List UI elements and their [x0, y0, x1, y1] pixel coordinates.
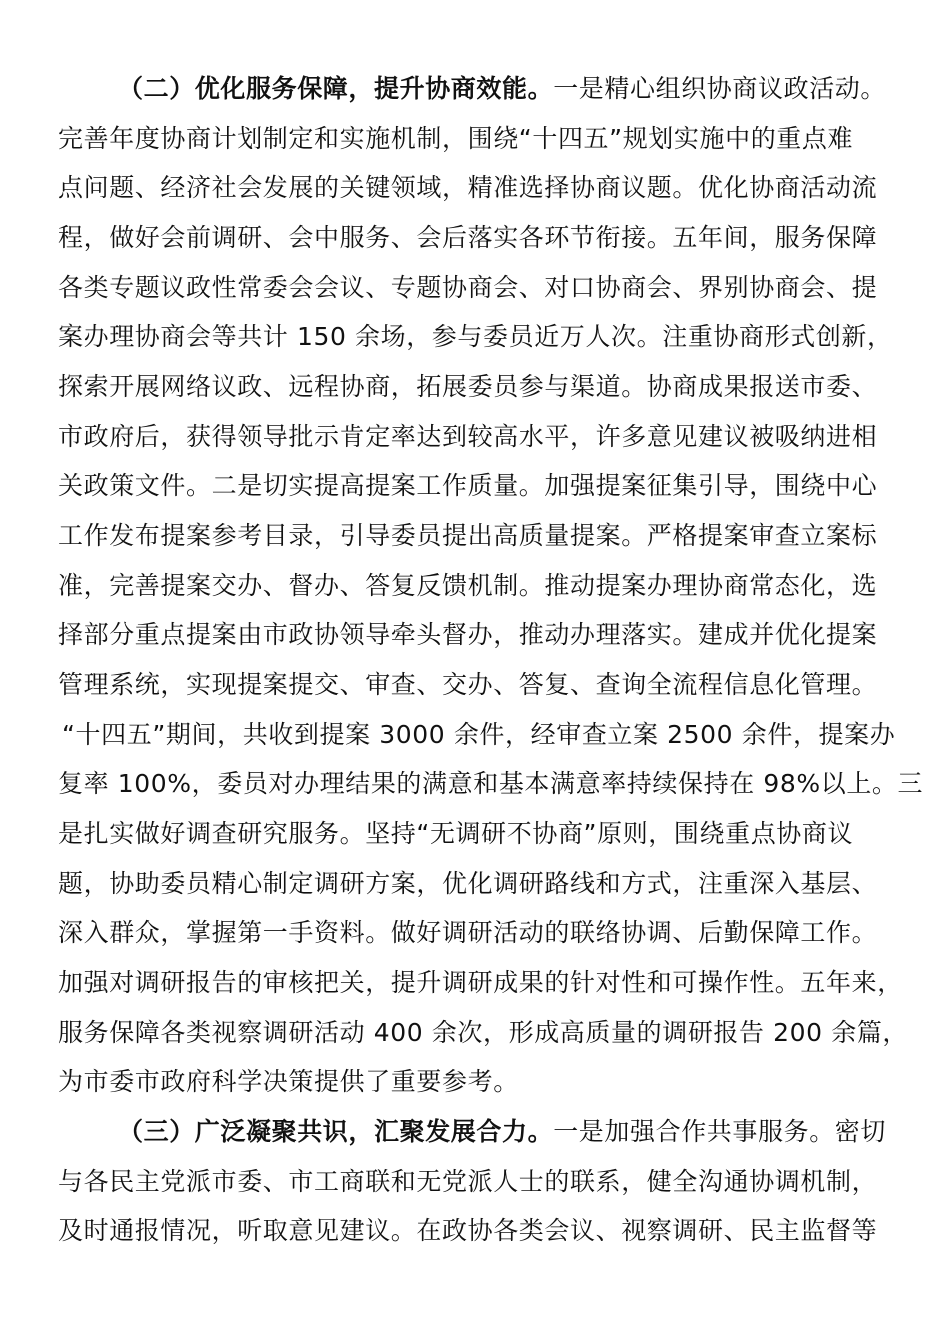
- paragraph-text: 一是精心组织协商议政活动。: [553, 74, 887, 103]
- paragraph-line: 管理系统，实现提案提交、审查、交办、答复、查询全流程信息化管理。: [58, 670, 878, 699]
- paragraph-line: 工作发布提案参考目录，引导委员提出高质量提案。严格提案审查立案标: [58, 521, 878, 550]
- section-heading: （三）广泛凝聚共识，汇聚发展合力。: [118, 1117, 554, 1146]
- section-2-heading-line: [118, 69, 948, 109]
- paragraph-line: 各类专题议政性常委会会议、专题协商会、对口协商会、界别协商会、提: [58, 273, 878, 302]
- paragraph-line: 为市委市政府科学决策提供了重要参考。: [58, 1067, 519, 1096]
- paragraph-line: 准，完善提案交办、督办、答复反馈机制。推动提案办理协商常态化，选: [58, 571, 878, 600]
- paragraph-line: 择部分重点提案由市政协领导牵头督办，推动办理落实。建成并优化提案: [58, 620, 878, 649]
- paragraph-line: 程，做好会前调研、会中服务、会后落实各环节衔接。五年间，服务保障: [58, 223, 878, 252]
- section-heading: （二）优化服务保障，提升协商效能。: [118, 74, 554, 103]
- paragraph-line: 与各民主党派市委、市工商联和无党派人士的联系，健全沟通协调机制，: [58, 1167, 878, 1196]
- paragraph-line: 探索开展网络议政、远程协商，拓展委员参与渠道。协商成果报送市委、: [58, 372, 878, 401]
- paragraph-line: 完善年度协商计划制定和实施机制，围绕“十四五”规划实施中的重点难: [58, 124, 854, 153]
- paragraph-line: “十四五”期间，共收到提案 3000 余件，经审查立案 2500 余件，提案办: [62, 720, 896, 749]
- paragraph-line: 复率 100%，委员对办理结果的满意和基本满意率持续保持在 98%以上。三: [58, 769, 924, 798]
- section-3-heading-line: [118, 1112, 948, 1152]
- paragraph-line: 加强对调研报告的审核把关，提升调研成果的针对性和可操作性。五年来，: [58, 968, 903, 997]
- paragraph-text: 一是加强合作共事服务。密切: [553, 1117, 887, 1146]
- paragraph-line: 关政策文件。二是切实提高提案工作质量。加强提案征集引导，围绕中心: [58, 471, 878, 500]
- paragraph-line: 点问题、经济社会发展的关键领域，精准选择协商议题。优化协商活动流: [58, 173, 878, 202]
- paragraph-line: 深入群众，掌握第一手资料。做好调研活动的联络协调、后勤保障工作。: [58, 918, 878, 947]
- paragraph-line: 服务保障各类视察调研活动 400 余次，形成高质量的调研报告 200 余篇，: [58, 1018, 909, 1047]
- paragraph-line: 案办理协商会等共计 150 余场，参与委员近万人次。注重协商形式创新，: [58, 322, 893, 351]
- paragraph-line: 市政府后，获得领导批示肯定率达到较高水平，许多意见建议被吸纳进相: [58, 422, 878, 451]
- paragraph-line: 及时通报情况，听取意见建议。在政协各类会议、视察调研、民主监督等: [58, 1216, 878, 1245]
- paragraph-line: 是扎实做好调查研究服务。坚持“无调研不协商”原则，围绕重点协商议: [58, 819, 854, 848]
- paragraph-line: 题，协助委员精心制定调研方案，优化调研路线和方式，注重深入基层、: [58, 869, 878, 898]
